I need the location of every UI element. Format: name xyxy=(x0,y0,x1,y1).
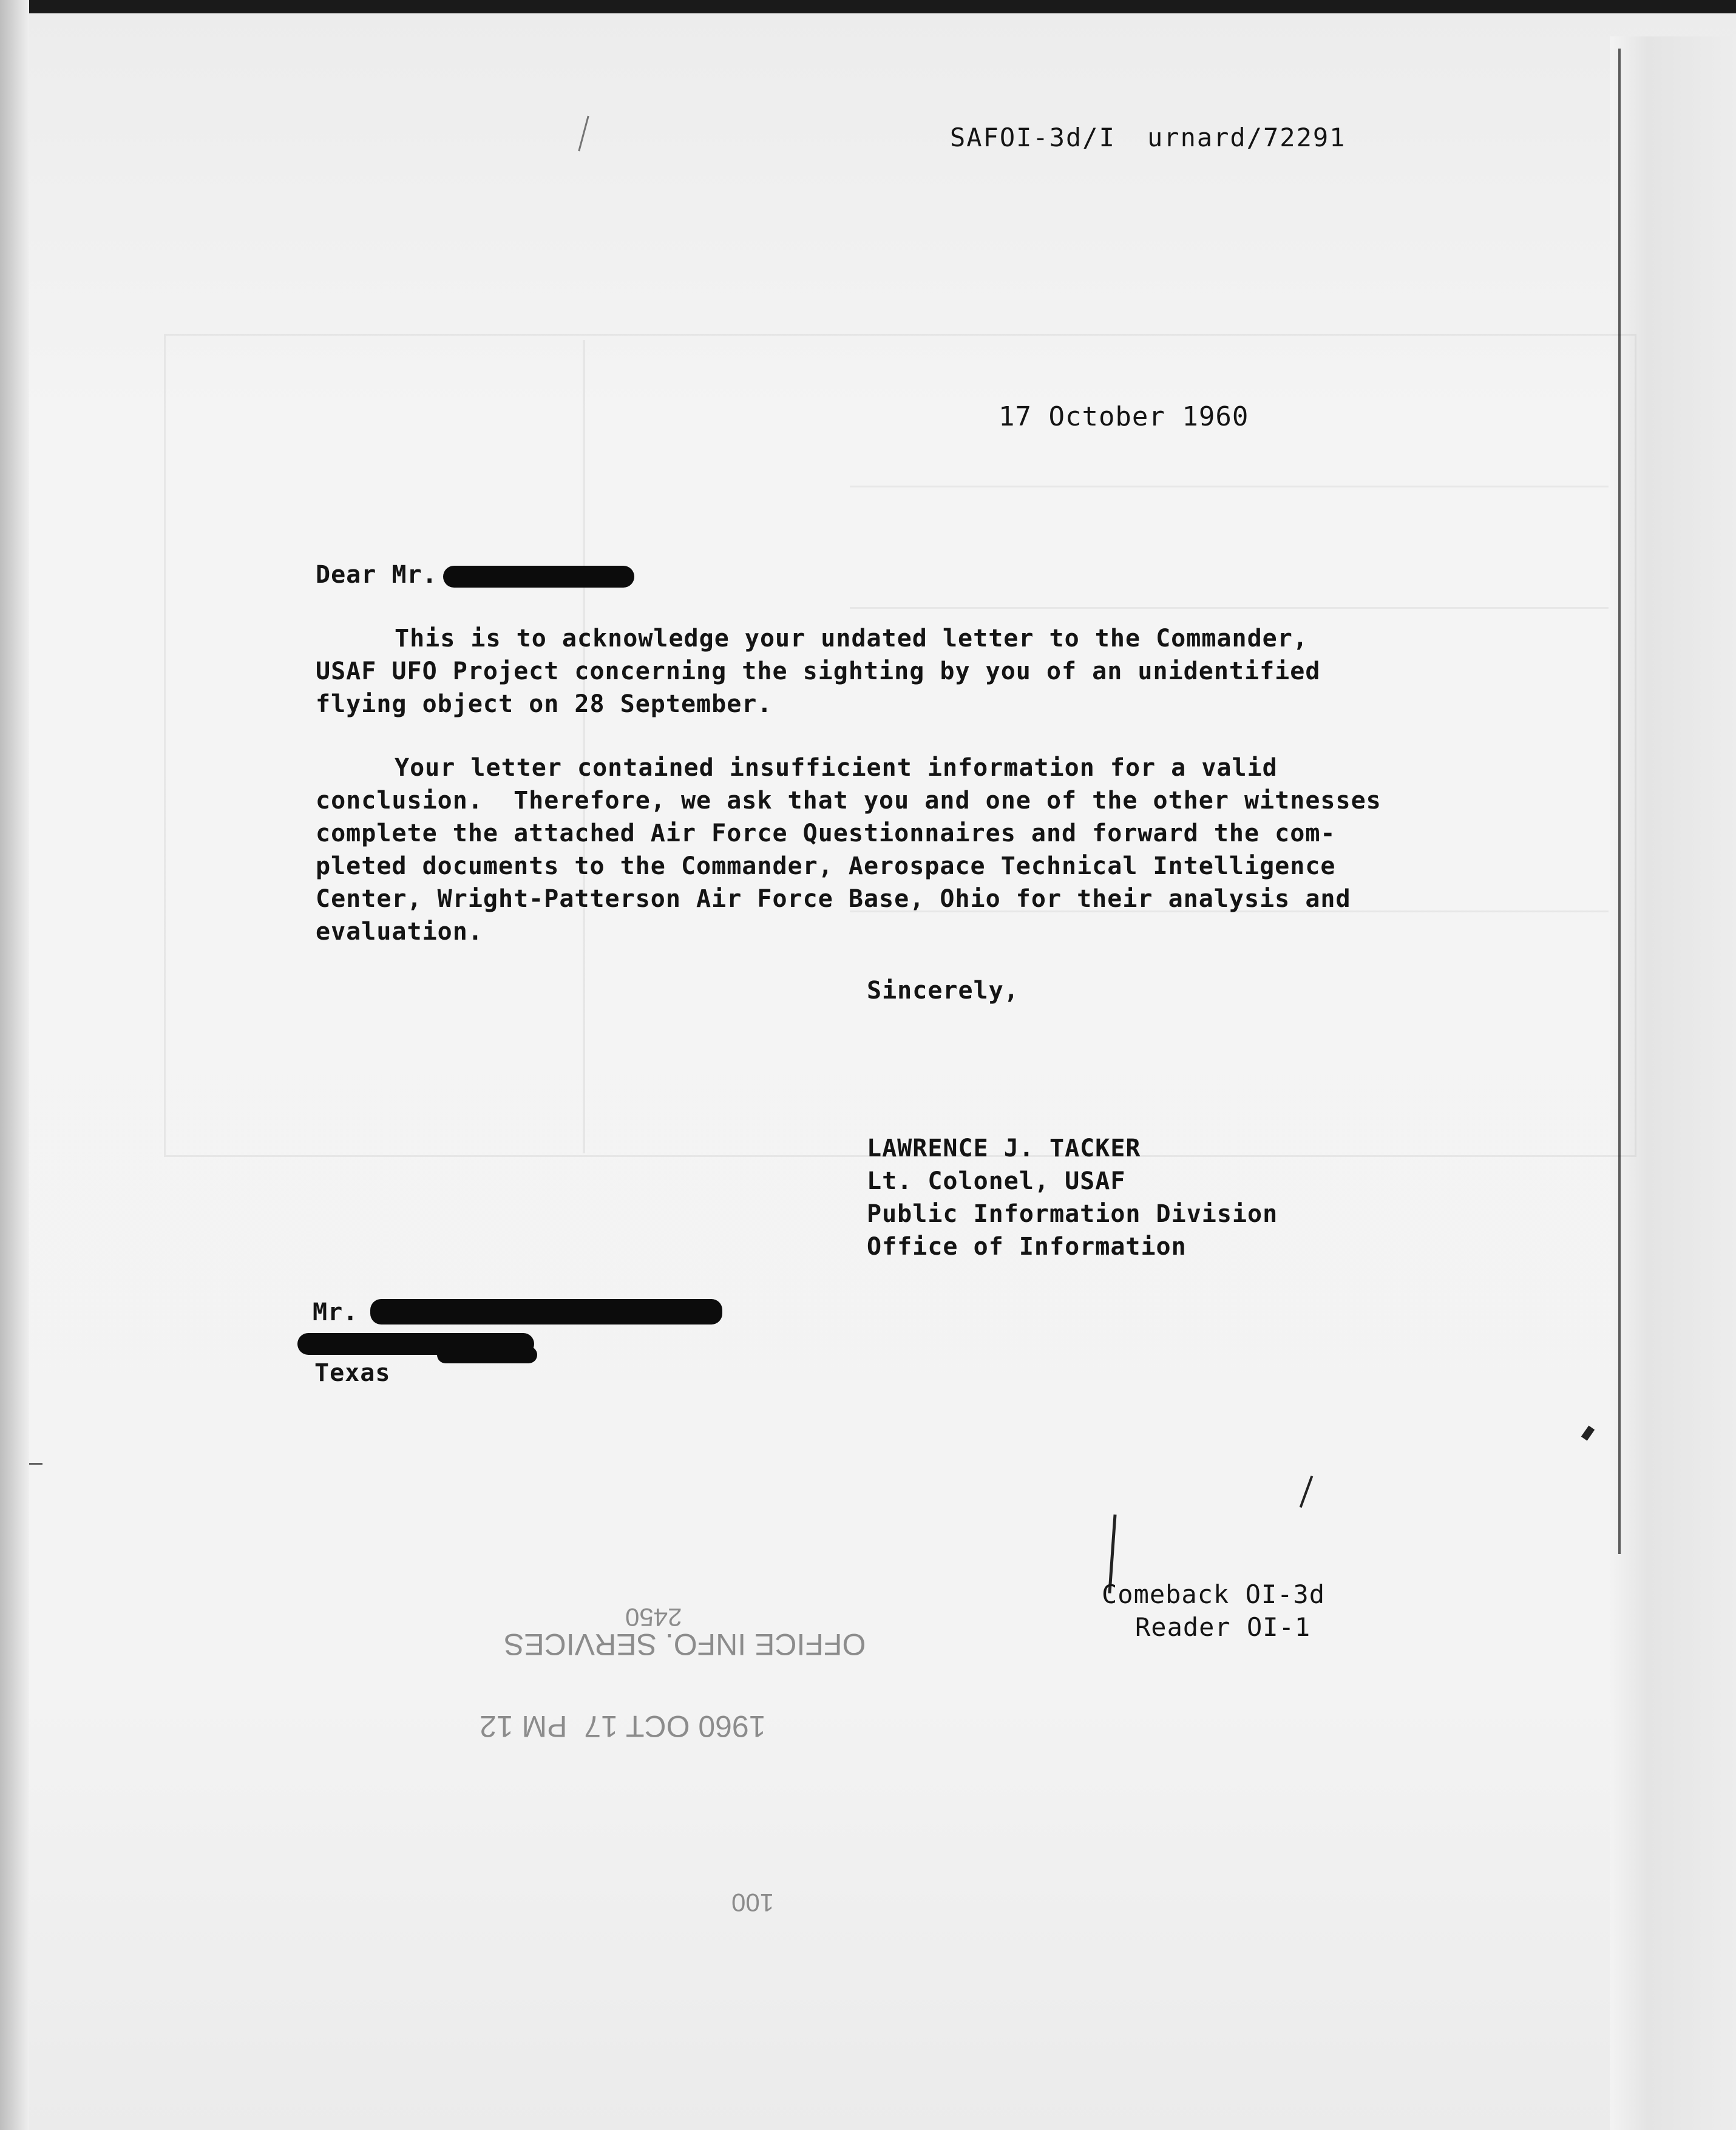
routing-reader: Reader OI-1 xyxy=(1135,1612,1311,1642)
paragraph-line: USAF UFO Project concerning the sighting by you of an unidentified xyxy=(316,657,1321,685)
signature-office: Office of Information xyxy=(867,1233,1187,1261)
signature-name: LAWRENCE J. TACKER xyxy=(867,1135,1141,1162)
redaction-bar xyxy=(437,1346,537,1363)
paragraph-line: Your letter contained insufficient information for a valid xyxy=(395,754,1278,782)
letter-date: 17 October 1960 xyxy=(999,401,1249,432)
signature-division: Public Information Division xyxy=(867,1200,1278,1228)
stamp-code: 2450 xyxy=(625,1603,682,1632)
paragraph-line: complete the attached Air Force Questionnaires and forward the com- xyxy=(316,819,1336,847)
signature-rank: Lt. Colonel, USAF xyxy=(867,1167,1126,1195)
show-through-line xyxy=(583,340,585,1153)
scan-top-edge xyxy=(0,0,1736,13)
redaction-bar xyxy=(370,1299,722,1324)
routing-comeback: Comeback OI-3d xyxy=(1102,1579,1326,1609)
file-reference-right: urnard/72291 xyxy=(1147,123,1346,152)
file-reference-left: SAFOI-3d/I xyxy=(950,123,1116,152)
salutation: Dear Mr. xyxy=(316,561,438,589)
paragraph-line: This is to acknowledge your undated letter to the Commander, xyxy=(395,625,1308,653)
received-stamp-date: 1960 OCT 17 PM 12 xyxy=(480,1709,766,1743)
stamp-number: 100 xyxy=(731,1888,775,1917)
received-stamp-office: OFFICE INFO. SERVICES xyxy=(504,1627,866,1661)
paragraph-line: conclusion. Therefore, we ask that you and one of the other witnesses xyxy=(316,787,1382,815)
paragraph-line: pleted documents to the Commander, Aerospace Technical Intelligence xyxy=(316,852,1336,880)
paragraph-line: evaluation. xyxy=(316,918,483,946)
scan-left-edge xyxy=(0,0,29,2130)
show-through-box xyxy=(164,334,1636,1157)
paragraph-line: flying object on 28 September. xyxy=(316,690,773,718)
scan-mark xyxy=(29,1463,42,1465)
addressee-prefix: Mr. xyxy=(313,1298,359,1326)
redaction-bar xyxy=(443,566,634,588)
paragraph-line: Center, Wright-Patterson Air Force Base, Ohio for their analysis and xyxy=(316,885,1351,913)
show-through-line xyxy=(850,486,1609,487)
show-through-line xyxy=(850,607,1609,609)
addressee-state: Texas xyxy=(314,1359,391,1387)
closing: Sincerely, xyxy=(867,977,1019,1005)
